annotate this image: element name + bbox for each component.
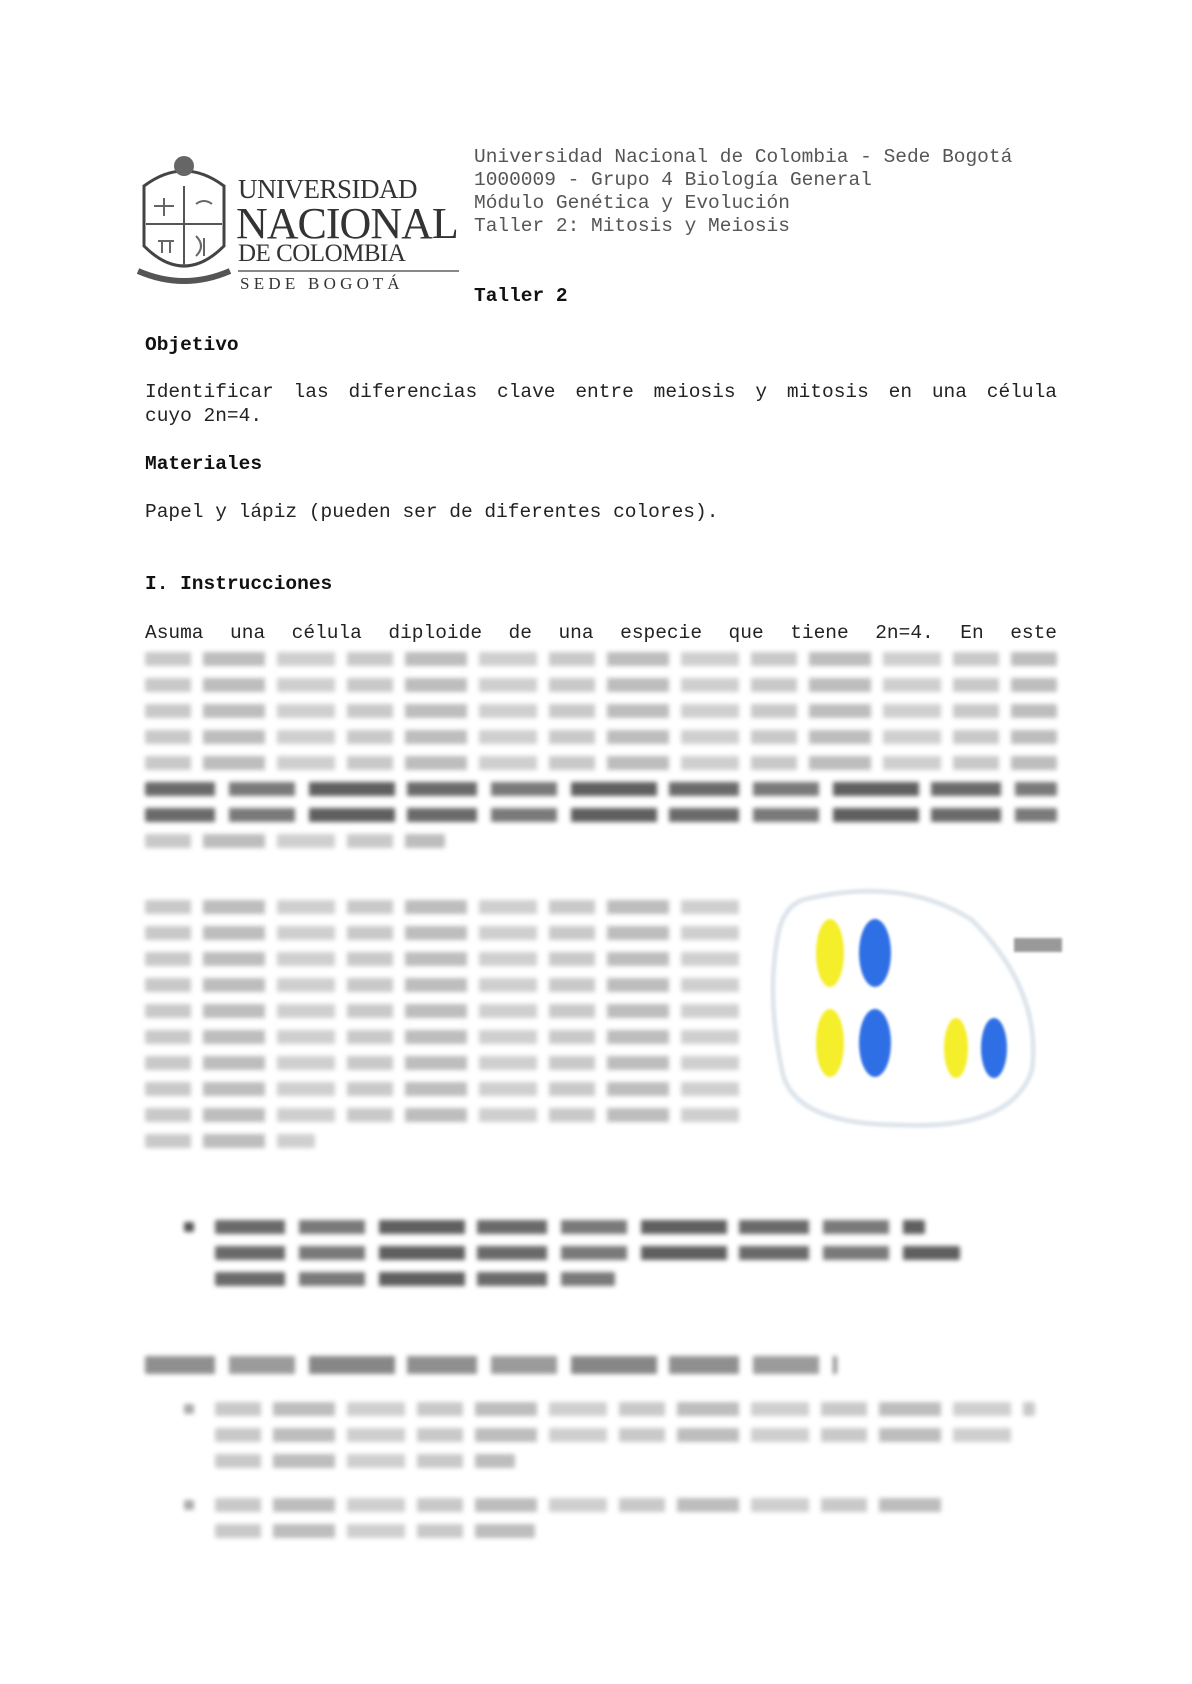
chromosome-small-blue [981,1018,1007,1078]
logo-line1: UNIVERSIDAD [238,174,417,204]
logo-line4: S E D E B O G O T Á [240,274,400,293]
chromosome-large-yellow-bottom [816,1009,844,1077]
objetivo-line-1: Identificar las diferencias clave entre meiosis y mitosis en una célula [145,381,1057,403]
logo-line3: DE COLOMBIA [238,240,406,267]
university-logo [134,146,459,294]
chromosome-small-yellow [944,1018,968,1078]
crest-icon [134,146,234,292]
blurred-label [1014,938,1062,952]
chromosome-large-yellow-top [816,919,844,987]
cell-membrane [773,891,1033,1125]
header-line-3: Módulo Genética y Evolución [474,192,790,214]
header-line-1: Universidad Nacional de Colombia - Sede Bogotá [474,146,1013,168]
logo-divider [238,270,459,272]
header-line-2: 1000009 - Grupo 4 Biología General [474,169,872,191]
materiales-heading: Materiales [145,453,263,475]
page-title: Taller 2 [474,285,568,307]
instrucciones-first-line: Asuma una célula diploide de una especie que tiene 2n=4. En este [145,622,1057,644]
chromosome-large-blue-top [859,919,891,987]
objetivo-line-2: cuyo 2n=4. [145,405,263,427]
objetivo-heading: Objetivo [145,334,239,356]
chromosome-large-blue-bottom [859,1009,891,1077]
instrucciones-heading: I. Instrucciones [145,573,333,595]
logo-line2: NACIONAL [236,199,458,248]
header-line-4: Taller 2: Mitosis y Meiosis [474,215,790,237]
cell-diagram [762,880,1062,1140]
materiales-text: Papel y lápiz (pueden ser de diferentes colores). [145,501,719,523]
